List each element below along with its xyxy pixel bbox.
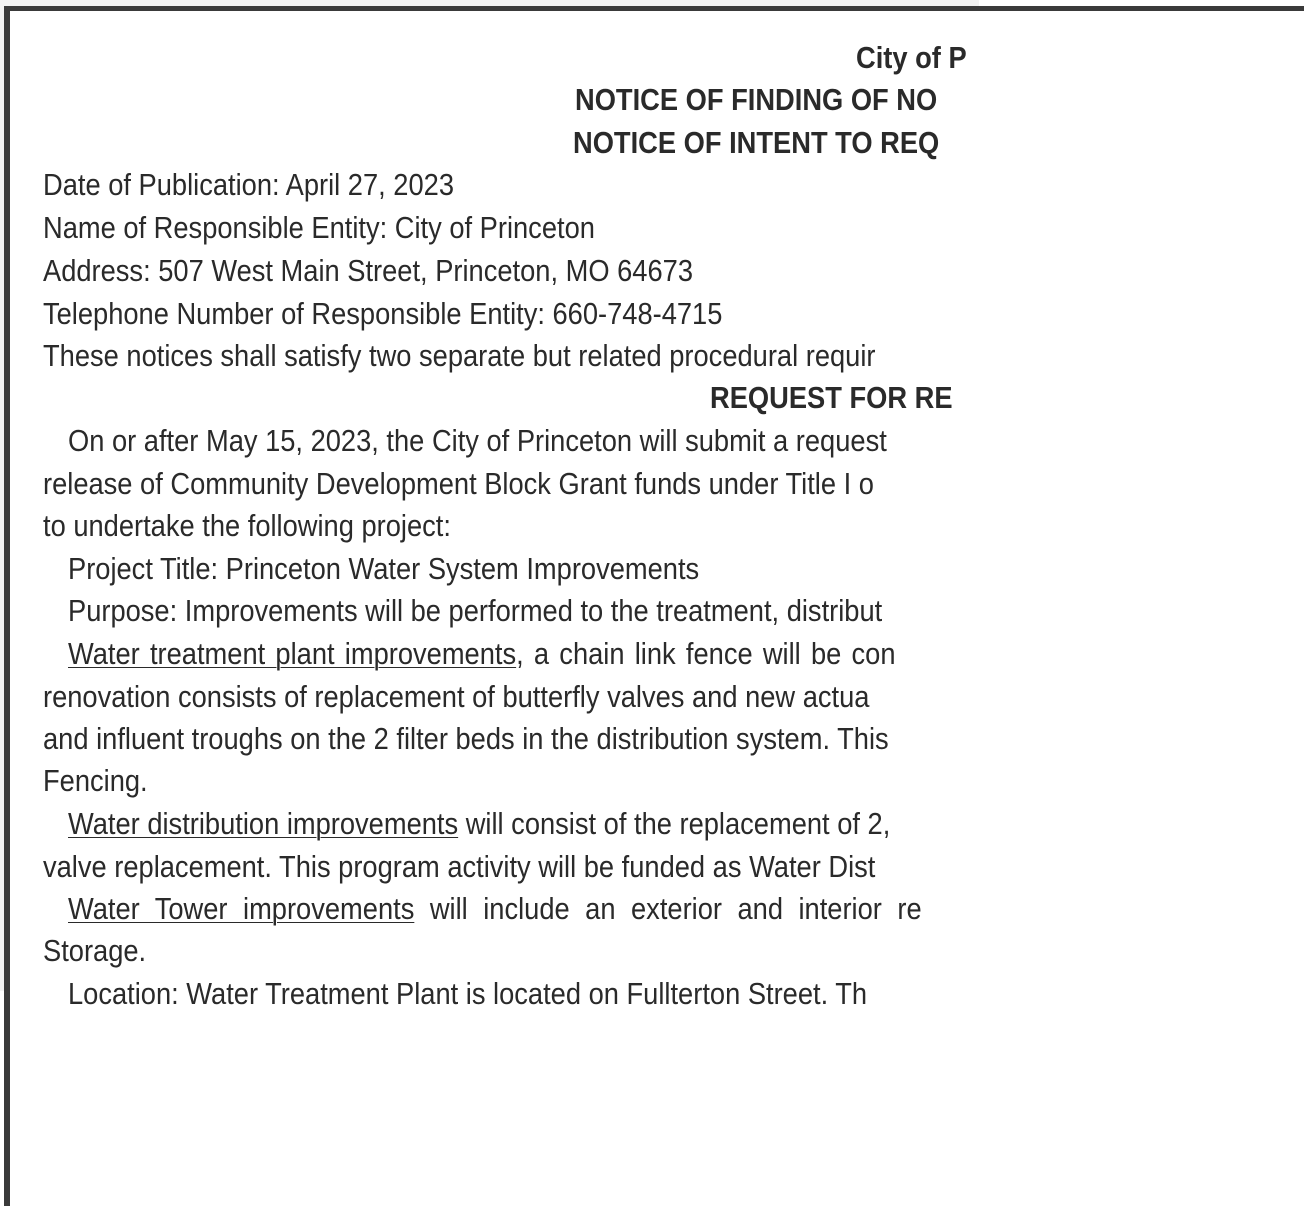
wtp-line-2: renovation consists of replacement of butterfly valves and new actua [43,679,870,714]
wtp-line-3: and influent troughs on the 2 filter beds in the distribution system. This [43,721,889,756]
header-notice-fonsi: NOTICE OF FINDING OF NO [575,82,938,117]
tower-heading: Water Tower improvements [68,891,415,926]
header-city: City of P [856,40,967,75]
date-of-publication: Date of Publication: April 27, 2023 [43,167,454,202]
request-line-2: release of Community Development Block Grant funds under Title I o [43,466,874,501]
tower-line-2: Storage. [43,933,147,968]
wtp-line-4: Fencing. [43,763,148,798]
distribution-text: will consist of the replacement of 2, [458,806,891,841]
section-heading-request: REQUEST FOR RE [710,380,953,415]
location-line-1: Location: Water Treatment Plant is located on Fullterton Street. Th [68,976,868,1011]
wtp-text: , a chain link fence will be con [516,636,896,671]
public-notice [4,6,1304,1206]
distribution-line-2: valve replacement. This program activity will be funded as Water Dist [43,849,876,884]
request-line-3: to undertake the following project: [43,508,451,543]
wtp-heading: Water treatment plant improvements [68,636,517,671]
header-notice-intent: NOTICE OF INTENT TO REQ [573,125,940,160]
distribution-heading: Water distribution improvements [68,806,459,841]
wtp-line-1 [68,636,896,672]
tower-text: will include an exterior and interior re [414,891,922,926]
responsible-entity-name: Name of Responsible Entity: City of Princeton [43,210,595,245]
tower-line-1 [68,891,922,927]
project-title: Project Title: Princeton Water System Improvements [68,551,700,586]
responsible-entity-address: Address: 507 West Main Street, Princeton, MO 64673 [43,253,694,288]
responsible-entity-telephone: Telephone Number of Responsible Entity: 660-748-4715 [43,296,723,331]
notices-statement: These notices shall satisfy two separate but related procedural requir [43,338,876,373]
request-line-1: On or after May 15, 2023, the City of Princeton will submit a request [68,423,887,458]
project-purpose: Purpose: Improvements will be performed to the treatment, distribut [68,593,883,628]
distribution-line-1 [68,806,890,842]
